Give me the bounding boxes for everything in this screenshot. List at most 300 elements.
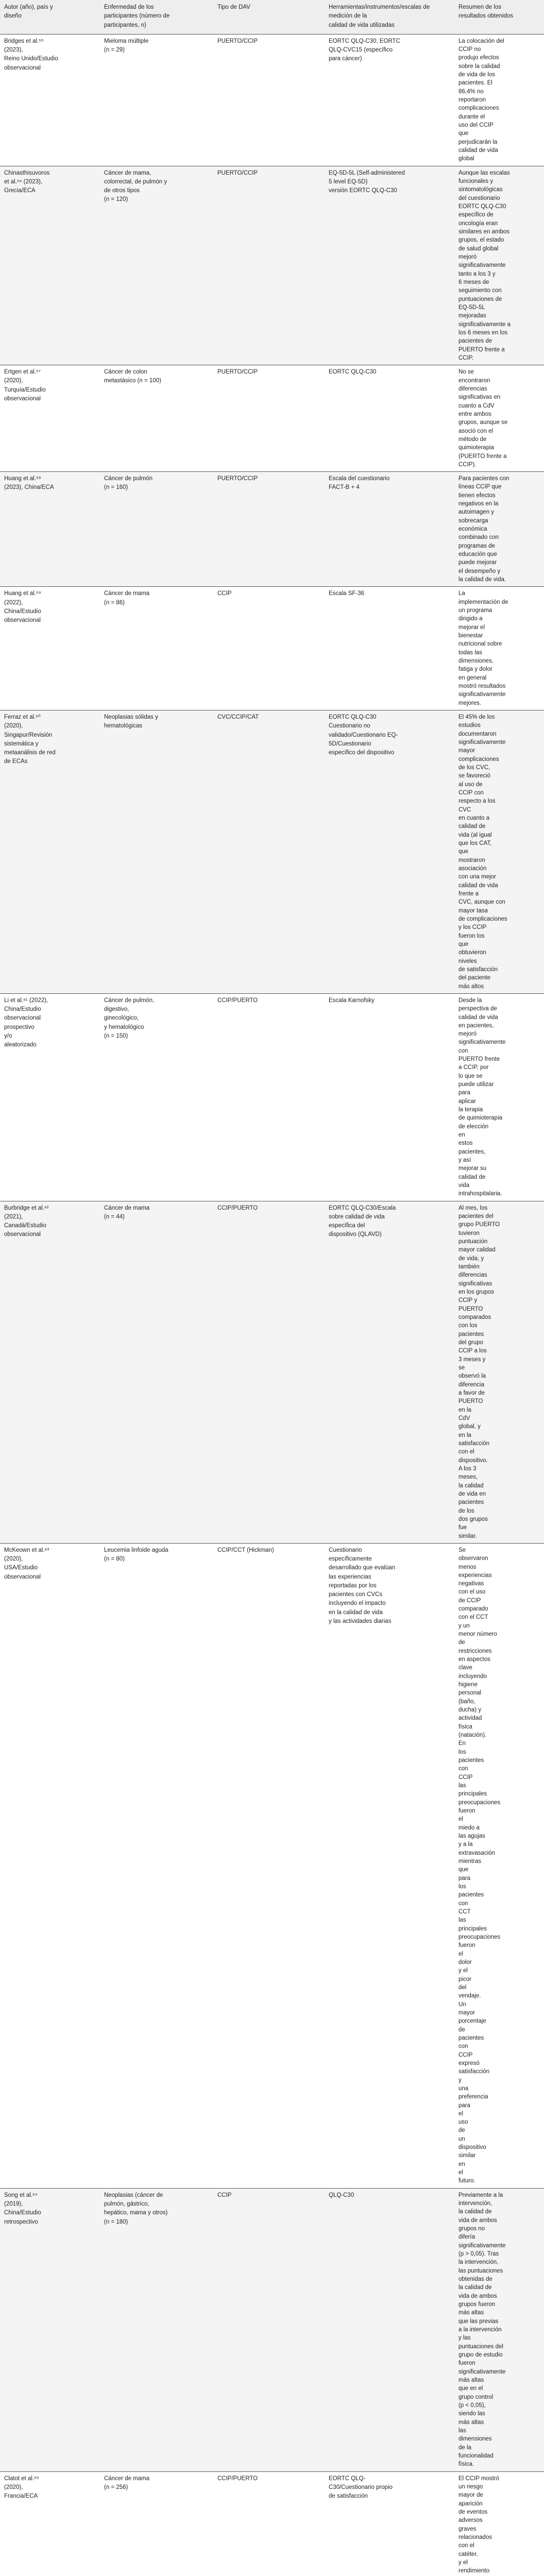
cell-line: y el: [458, 2559, 468, 2566]
cell-line: de vida en: [458, 1490, 486, 1497]
cell-line: graves: [458, 2526, 477, 2532]
cell-author: [0, 2188, 100, 2471]
cell-line: dolor: [458, 1959, 472, 1965]
cell-line: PUERTO/CCIP: [217, 369, 258, 376]
cell-line: vida: [458, 1182, 470, 1189]
cell-line: Huang et al.⁵⁹: [4, 590, 41, 597]
cell-line: fueron: [458, 1808, 475, 1815]
cell-dav-type: [213, 710, 325, 994]
cell-line: grupos, aunque se: [458, 419, 508, 426]
cell-results: [454, 472, 544, 587]
cell-line: Canadá/Estudio: [4, 1223, 46, 1229]
cell-line: CCIP: [217, 590, 232, 597]
cell-line: sobre la calidad: [458, 63, 500, 70]
cell-line: significativamente: [458, 262, 506, 269]
cell-line: más altas: [458, 2377, 484, 2383]
cell-line: la calidad de: [458, 2284, 492, 2291]
cell-line: que: [458, 1867, 469, 1873]
cell-line: actividad: [458, 1715, 482, 1722]
cell-disease: [100, 1543, 213, 2188]
cell-line: vida de ambos: [458, 2293, 497, 2299]
cell-line: metaanálisis de red: [4, 750, 56, 756]
cell-line: pacientes: [458, 1892, 484, 1899]
cell-line: (2020),: [4, 723, 23, 730]
cell-line: (n = 150): [104, 1032, 128, 1039]
cell-line: CCIP).: [458, 461, 477, 468]
cell-line: que: [458, 849, 469, 855]
cell-line: EORTC QLQ-C30: [329, 714, 377, 721]
cell-line: Previamente a la: [458, 2192, 503, 2198]
cell-line: (n = 160): [104, 484, 128, 491]
cell-line: (n = 29): [104, 47, 125, 53]
cell-line: con: [458, 1766, 468, 1772]
cell-line: PUERTO: [458, 1306, 483, 1312]
cell-line: Bridges et al.⁵⁵: [4, 38, 44, 44]
header-line: resultados obtenidos: [458, 13, 514, 20]
cell-line: entre ambos: [458, 411, 491, 417]
cell-line: extravasación: [458, 1850, 495, 1856]
cell-line: EQ-5D-5L: [458, 304, 485, 311]
cell-line: EORTC QLQ-: [329, 2475, 366, 2482]
table-row: [0, 472, 544, 587]
cell-line: CCIP/PUERTO: [217, 1205, 258, 1211]
cell-line: (n = 180): [104, 2218, 128, 2225]
cell-line: picor: [458, 1976, 471, 1982]
cell-line: Reino Unido/Estudio: [4, 56, 58, 62]
table-row: [0, 365, 544, 472]
cell-disease: [100, 2471, 213, 2576]
cell-line: futuro.: [458, 2178, 475, 2184]
cell-author: [0, 1543, 100, 2188]
cell-line: significativas: [458, 1280, 492, 1287]
header-line: Autor (año), país y: [4, 4, 53, 10]
cell-line: CCIP no: [458, 46, 481, 53]
cell-line: Un: [458, 2001, 466, 2008]
cell-line: puede mejorar: [458, 560, 497, 566]
cell-disease: [100, 2188, 213, 2471]
cell-line: 86,4% no: [458, 88, 484, 95]
cell-line: (baño,: [458, 1698, 475, 1705]
cell-line: CCT: [458, 1908, 471, 1915]
cell-line: similar: [458, 2153, 476, 2159]
cell-line: en: [458, 2161, 465, 2167]
cell-line: (n = 80): [104, 1556, 125, 1563]
cell-line: perspectiva de: [458, 1006, 497, 1012]
cell-line: (2020),: [4, 378, 23, 384]
cell-line: (2023), China/ECA: [4, 484, 54, 491]
cell-line: en cuanto a: [458, 815, 490, 821]
cell-line: del paciente: [458, 975, 491, 981]
cell-author: [0, 1201, 100, 1543]
cell-line: tanto a los 3 y: [458, 270, 496, 277]
cell-line: seguimiento con: [458, 287, 502, 294]
cell-line: perjudicarán la: [458, 139, 498, 145]
cell-line: y: [458, 2077, 462, 2083]
cell-line: (n = 256): [104, 2484, 128, 2490]
cell-line: catéter,: [458, 2551, 478, 2557]
cell-line: la intervención,: [458, 2259, 499, 2266]
cell-line: de complicaciones: [458, 916, 507, 922]
cell-line: similar.: [458, 1533, 477, 1539]
cell-line: grupo control: [458, 2394, 494, 2400]
cell-line: y las: [458, 2335, 471, 2342]
cell-line: con: [458, 1900, 468, 1907]
cell-line: puntuación: [458, 1239, 488, 1245]
cell-line: un: [458, 2136, 465, 2142]
cell-tools: [325, 472, 454, 587]
cell-line: CdV: [458, 1415, 470, 1421]
cell-line: el desempeño y: [458, 568, 501, 574]
cell-line: miedo a: [458, 1824, 480, 1831]
cell-dav-type: [213, 1201, 325, 1543]
cell-line: (2021),: [4, 1213, 23, 1220]
cell-dav-type: [213, 2471, 325, 2576]
cell-line: PUERTO frente: [458, 1056, 500, 1063]
table-body: [0, 34, 544, 2576]
cell-line: las: [458, 1917, 466, 1924]
cell-line: en general: [458, 674, 487, 681]
cell-line: específicamente: [329, 1556, 372, 1563]
cell-line: de los CVC,: [458, 764, 490, 771]
cell-line: con los: [458, 1323, 478, 1329]
cell-line: observacional: [4, 1015, 41, 1022]
cell-line: CCIP.: [458, 354, 474, 361]
cell-disease: [100, 710, 213, 994]
cell-line: pacientes: [458, 1499, 484, 1506]
cell-line: CCIP con: [458, 789, 484, 796]
cell-line: produjo efectos: [458, 55, 499, 61]
cell-line: sintomatológicas: [458, 187, 503, 193]
cell-line: de vida de los: [458, 72, 495, 78]
cell-line: C30/Cuestionario propio: [329, 2484, 393, 2490]
cell-line: hepático, mama y otros): [104, 2210, 168, 2216]
cell-line: de ECAs: [4, 758, 28, 765]
cell-line: a CCIP, por: [458, 1064, 489, 1071]
cell-line: mejorar el: [458, 624, 485, 631]
cell-line: dos grupos: [458, 1516, 488, 1522]
cell-line: expresó: [458, 2060, 480, 2066]
cell-line: de satisfacción: [329, 2493, 368, 2500]
cell-line: Ferraz et al.⁶⁰: [4, 714, 41, 721]
cell-line: comparados: [458, 1314, 491, 1320]
cell-line: CCIP: [458, 2052, 473, 2058]
cell-line: Grecia/ECA: [4, 188, 36, 194]
cell-line: puntuaciones del: [458, 2343, 503, 2350]
cell-line: grupos no: [458, 2226, 485, 2232]
cell-line: las: [458, 2427, 466, 2434]
cell-line: (PUERTO frente a: [458, 453, 507, 460]
cell-line: funcionalidad: [458, 2452, 494, 2459]
cell-line: Al mes, los: [458, 1205, 488, 1211]
cell-line: grupo de estudio: [458, 2352, 503, 2359]
cell-line: de: [458, 1639, 465, 1646]
cell-line: China/Estudio: [4, 608, 41, 615]
cell-line: niveles: [458, 958, 477, 964]
cell-line: satisfacción: [458, 1440, 490, 1447]
cell-tools: [325, 365, 454, 472]
cell-line: restricciones: [458, 1648, 492, 1654]
cell-results: [454, 1543, 544, 2188]
cell-line: incluyendo el impacto: [329, 1600, 386, 1607]
cell-line: puede utilizar: [458, 1081, 494, 1088]
cell-line: siendo las: [458, 2411, 485, 2417]
table-row: [0, 710, 544, 994]
cell-line: las agujas: [458, 1833, 485, 1839]
cell-line: en la calidad de vida: [329, 1609, 383, 1616]
cell-line: CCIP: [217, 2192, 232, 2198]
cell-line: pacientes. El: [458, 80, 492, 87]
cell-line: 5 level EQ-5D): [329, 178, 368, 185]
cell-line: con el: [458, 1449, 474, 1455]
cell-line: Song et al.⁶⁴: [4, 2192, 38, 2198]
cell-line: Clatot et al.⁶⁵: [4, 2475, 39, 2482]
cell-line: calidad de vida: [458, 1014, 498, 1021]
cell-line: Cáncer de colon: [104, 369, 147, 376]
cell-line: (2019),: [4, 2201, 23, 2208]
cell-line: El CCIP mostró: [458, 2475, 500, 2482]
cell-line: Se: [458, 1547, 466, 1553]
cell-line: preocupaciones: [458, 1934, 501, 1940]
cell-line: documentaron: [458, 731, 497, 737]
cell-line: estos: [458, 1140, 473, 1147]
header-results: [454, 0, 544, 34]
cell-line: menor número: [458, 1631, 497, 1638]
cell-line: calidad de vida: [458, 147, 498, 154]
cell-tools: [325, 587, 454, 710]
cell-line: mejoradas: [458, 313, 486, 319]
cell-results: [454, 710, 544, 994]
cell-line: vendaje.: [458, 1993, 481, 1999]
cell-line: FACT-B + 4: [329, 484, 360, 491]
cell-line: las puntuaciones: [458, 2267, 503, 2274]
cell-line: Escala SF-36: [329, 590, 365, 597]
cell-line: más altas: [458, 2419, 484, 2426]
cell-disease: [100, 166, 213, 365]
cell-line: intervención,: [458, 2200, 492, 2207]
cell-line: tienen efectos: [458, 492, 496, 499]
cell-line: la calidad de vida.: [458, 577, 506, 583]
cell-line: PUERTO/CCIP: [217, 476, 258, 482]
cell-line: Cáncer de pulmón: [104, 476, 152, 482]
cell-line: prospectivo: [4, 1024, 35, 1030]
cell-line: de satisfacción: [458, 966, 498, 973]
cell-line: con el CCT: [458, 1614, 488, 1621]
cell-line: sobrecarga: [458, 517, 488, 524]
cell-line: que en el: [458, 2385, 483, 2392]
cell-line: nutricional sobre: [458, 641, 502, 648]
cell-disease: [100, 1201, 213, 1543]
cell-line: (p > 0,05). Tras: [458, 2251, 499, 2258]
cell-line: grupo PUERTO: [458, 1222, 500, 1228]
cell-line: negativos en la: [458, 501, 499, 507]
table-row: [0, 34, 544, 166]
cell-line: más altas: [458, 2310, 484, 2316]
cell-line: ducha) y: [458, 1707, 482, 1714]
cell-tools: [325, 993, 454, 1201]
cell-line: Cáncer de mama,: [104, 170, 151, 176]
cell-line: (2020),: [4, 2484, 23, 2490]
cell-line: se: [458, 1364, 465, 1371]
cell-line: fueron los: [458, 933, 485, 939]
cell-line: (p < 0,05),: [458, 2402, 486, 2409]
cell-line: dispositivo.: [458, 1457, 488, 1464]
cell-line: CCIP: [458, 1774, 473, 1781]
table-row: [0, 587, 544, 710]
cell-line: No se: [458, 369, 474, 376]
cell-line: EQ-5D-5L (Self-administered: [329, 170, 405, 176]
cell-line: mayor de: [458, 2492, 483, 2499]
cell-line: con una mejor: [458, 874, 496, 880]
cell-line: Escala del cuestionario: [329, 476, 390, 482]
cell-dav-type: [213, 34, 325, 166]
cell-results: [454, 1201, 544, 1543]
cell-line: Cáncer de mama: [104, 2475, 150, 2482]
cell-line: PUERTO/CCIP: [217, 170, 258, 176]
cell-line: para: [458, 1090, 471, 1096]
cell-tools: [325, 166, 454, 365]
cell-disease: [100, 472, 213, 587]
cell-line: programas de: [458, 543, 495, 549]
cell-line: funcionales y: [458, 178, 494, 184]
cell-dav-type: [213, 587, 325, 710]
cell-line: adversos: [458, 2517, 483, 2524]
cell-line: (n = 44): [104, 1213, 125, 1220]
cell-line: grupos, el estado: [458, 237, 504, 244]
cell-line: observó la: [458, 1373, 486, 1380]
cell-line: mostró resultados: [458, 683, 506, 690]
cell-dav-type: [213, 166, 325, 365]
cell-author: [0, 993, 100, 1201]
cell-line: EORTC QLQ-C30: [329, 369, 377, 376]
header-tools: [325, 0, 454, 34]
cell-line: 3 meses y: [458, 1356, 486, 1363]
header-line: calidad de vida utilizadas: [329, 22, 395, 28]
cell-line: obtenidas de: [458, 2276, 492, 2283]
cell-line: preferencia: [458, 2094, 488, 2100]
cell-line: aparición: [458, 2500, 483, 2507]
cell-tools: [325, 34, 454, 166]
cell-line: validado/Cuestionario EQ-: [329, 732, 398, 738]
cell-line: mejorar su: [458, 1165, 487, 1172]
cell-line: CCIP a los: [458, 1348, 487, 1354]
cell-line: incluyendo: [458, 1673, 487, 1680]
cell-author: [0, 365, 100, 472]
cell-line: observacional: [4, 395, 41, 402]
cell-line: de elección: [458, 1123, 489, 1130]
cell-line: calidad de: [458, 1174, 486, 1180]
cell-line: Burbridge et al.⁶²: [4, 1205, 49, 1211]
cell-line: EORTC QLQ-C30, EORTC: [329, 38, 400, 44]
cell-line: (2020),: [4, 1556, 23, 1563]
cell-line: mayor tasa: [458, 907, 488, 914]
cell-line: todas las: [458, 649, 483, 656]
cell-line: reportaron: [458, 97, 486, 104]
cell-line: CVC, aunque con: [458, 899, 505, 906]
cell-line: et al.⁵⁶ (2023),: [4, 178, 43, 185]
cell-line: física: [458, 1723, 472, 1730]
header-row: [0, 0, 544, 34]
cell-line: que los CAT,: [458, 840, 492, 846]
cell-line: un riesgo: [458, 2483, 483, 2490]
header-line: medición de la: [329, 13, 367, 20]
cell-line: del cuestionario: [458, 195, 500, 201]
cell-line: implementación de: [458, 599, 508, 605]
cell-line: Escala Karnofsky: [329, 997, 375, 1004]
cell-line: Chinasthisuvoros: [4, 170, 50, 176]
cell-line: significativas en: [458, 394, 501, 401]
cell-line: digestivo,: [104, 1006, 129, 1013]
cell-line: y un: [458, 1622, 470, 1629]
cell-line: respecto a los: [458, 798, 496, 805]
cell-line: Cáncer de mama: [104, 590, 150, 597]
cell-line: Leucemia linfoide aguda: [104, 1547, 168, 1553]
cell-author: [0, 587, 100, 710]
cell-line: fueron: [458, 2360, 475, 2367]
cell-line: China/Estudio: [4, 2210, 41, 2216]
cell-line: CVC: [458, 806, 471, 813]
cell-line: Singapur/Revisión: [4, 732, 53, 738]
cell-line: cuanto a CdV: [458, 402, 495, 409]
cell-line: observacional: [4, 1573, 41, 1580]
cell-line: higiene: [458, 1682, 478, 1688]
cell-line: aplicar: [458, 1098, 476, 1105]
cell-dav-type: [213, 2188, 325, 2471]
cell-line: Neoplasias sólidas y: [104, 714, 158, 721]
cell-tools: [325, 710, 454, 994]
cell-line: y hematológico: [104, 1024, 144, 1030]
cell-line: (n = 86): [104, 599, 125, 606]
cell-dav-type: [213, 365, 325, 472]
cell-line: Francia/ECA: [4, 2493, 38, 2500]
cell-line: se favoreció: [458, 773, 491, 779]
cell-results: [454, 2188, 544, 2471]
cell-line: mejoró: [458, 1031, 477, 1038]
cell-line: en la: [458, 1406, 471, 1413]
cell-line: complicaciones: [458, 756, 499, 762]
cell-line: clave: [458, 1665, 472, 1671]
cell-line: observaron: [458, 1555, 488, 1562]
cell-line: física.: [458, 2461, 474, 2468]
cell-author: [0, 472, 100, 587]
cell-line: observacional: [4, 617, 41, 624]
cell-line: Li et al.⁶¹ (2022),: [4, 997, 48, 1004]
cell-line: Cáncer de mama: [104, 1205, 150, 1211]
cell-line: CCIP/PUERTO: [217, 2475, 258, 2482]
cell-line: QLQ-CVC15 (específico: [329, 47, 393, 53]
cell-line: autoimagen y: [458, 509, 495, 516]
cell-line: de: [458, 2127, 465, 2134]
header-dav-type: [213, 0, 325, 34]
cell-line: el: [458, 2170, 463, 2176]
cell-disease: [100, 365, 213, 472]
cell-line: dimensiones: [458, 2436, 492, 2443]
cell-line: Turquía/Estudio: [4, 386, 46, 393]
cell-line: de los: [458, 1507, 474, 1514]
cell-line: pacientes: [458, 1757, 484, 1764]
cell-line: reportadas por los: [329, 1582, 377, 1589]
cell-line: retrospectivo: [4, 2218, 38, 2225]
cell-tools: [325, 1543, 454, 2188]
cell-line: Desde la: [458, 997, 482, 1004]
cell-line: significativamente: [458, 739, 506, 745]
cell-line: pacientes de: [458, 338, 492, 345]
cell-line: del grupo: [458, 1339, 483, 1346]
header-disease: [100, 0, 213, 34]
cell-line: Cuestionario no: [329, 723, 370, 730]
cell-line: PUERTO frente a: [458, 346, 505, 353]
cell-line: QLQ-C30: [329, 2192, 354, 2198]
cell-line: PUERTO/CCIP: [217, 38, 258, 44]
